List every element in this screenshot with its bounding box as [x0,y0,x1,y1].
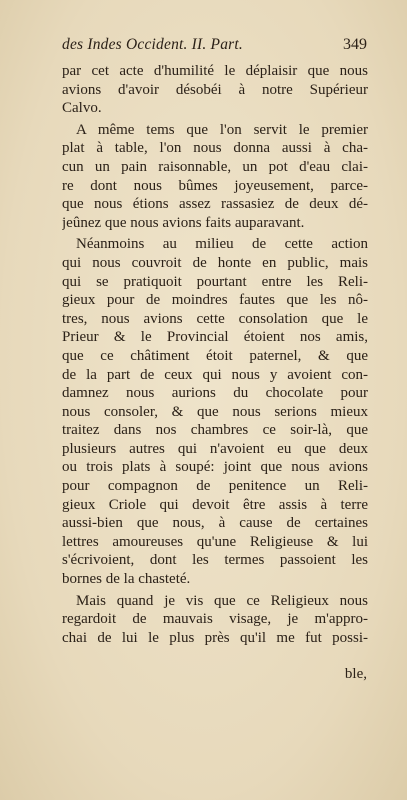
paragraph [62,62,368,118]
text-line: nous consoler, & que nous serions mieux [62,403,368,420]
body-text [62,62,368,647]
text-line: qui nous couvroit de honte en public, mais [62,254,368,271]
text-line: cun un pain raisonnable, un pot d'eau clai- [62,158,368,175]
text-line: s'écrivoient, dont les termes passoient les [62,552,368,569]
text-line: gieux Criole qui devoit être assis à terre [62,496,368,513]
text-line: Néanmoins au milieu de cette action [76,236,368,253]
catchword: ble, [344,666,367,682]
paragraph [62,235,368,588]
running-title: des Indes Occident. II. Part. [62,36,243,53]
text-line: ou trois plats à soupé: joint que nous avions [62,459,368,476]
text-line: aussi-bien que nous, à cause de certaines [62,515,368,532]
text-line: jeûnez que nous avions faits auparavant. [62,214,305,231]
page-header [62,36,367,58]
text-line: tres, nous avions cette consolation que le [62,310,368,327]
text-line: Mais quand je vis que ce Religieux nous [76,592,368,609]
text-line: de la part de ceux qui nous y avoient con- [62,366,368,383]
text-line: que nous étions assez rassasiez de deux dé- [62,196,368,213]
text-line: par cet acte d'humilité le déplaisir que nous [62,63,368,79]
text-line: qui se pratiquoit pourtant entre les Reli- [62,273,368,290]
text-line: avions d'avoir désobéi à notre Supérieur [62,81,368,98]
page-number: 349 [343,36,367,53]
text-line: lettres amoureuses qu'une Religieuse & lui [62,533,368,550]
text-line: re dont nous bûmes joyeusement, parce- [62,177,368,194]
text-line: traitez dans nos chambres ce soir-là, que [62,422,368,439]
text-line: Prieur & le Provincial étoient nos amis, [62,329,368,346]
text-line: regardoit de mauvais visage, je m'appro- [62,611,368,628]
text-line: damnez nous aurions du chocolate pour [62,385,368,402]
text-line: gieux pour de moindres fautes que les nô- [62,292,368,309]
text-line: plat à table, l'on nous donna aussi à cha- [62,140,368,157]
text-line: bornes de la chasteté. [62,571,191,588]
text-line: A même tems que l'on servit le premier [76,121,368,138]
text-line: Calvo. [62,100,102,117]
text-line: pour compagnon de penitence un Reli- [62,478,368,495]
text-line: plusieurs autres qui n'avoient eu que deux [62,440,368,457]
paragraph [62,121,368,233]
text-line: que ce châtiment étoit paternel, & que [62,347,368,364]
text-line: chai de lui le plus près qu'il me fut possi- [62,629,368,646]
paragraph [62,592,368,648]
